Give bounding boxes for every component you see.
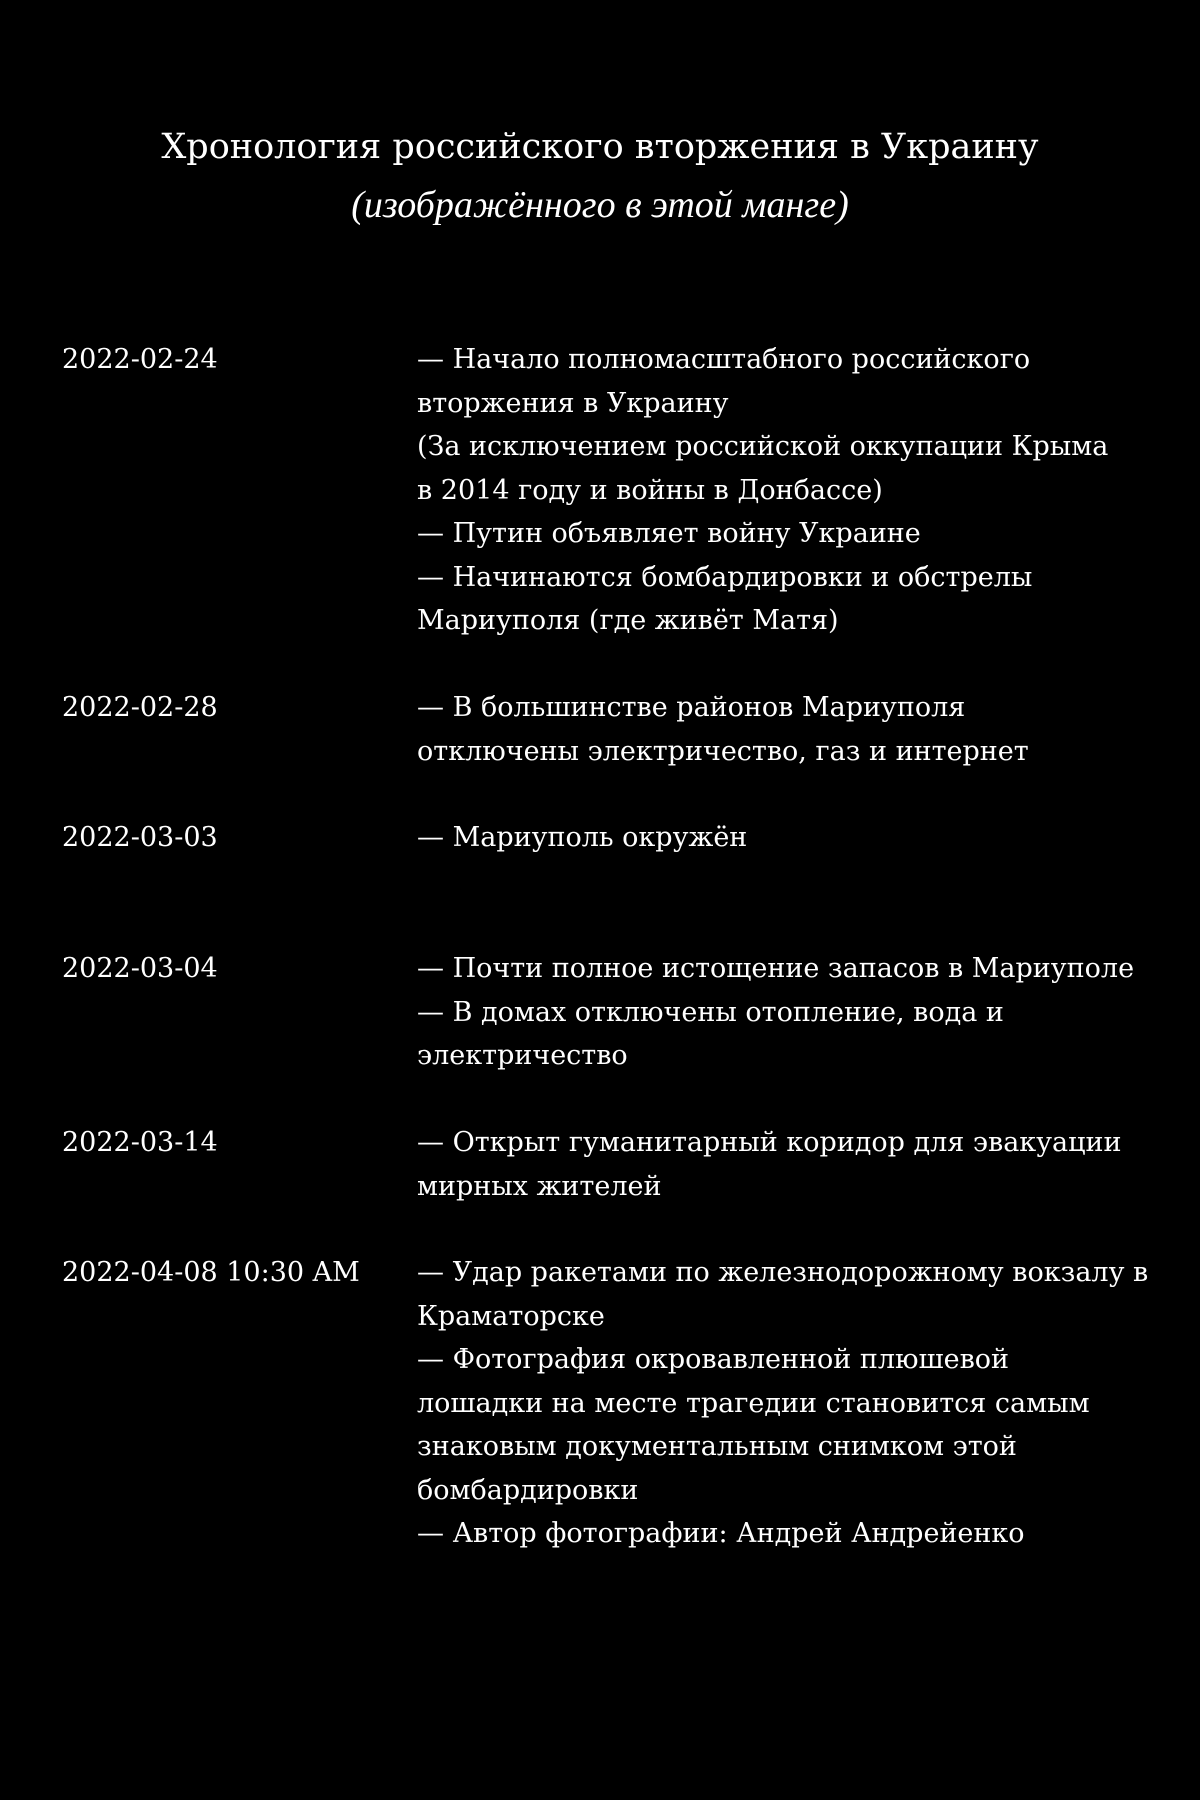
entry-line: — В большинстве районов Мариуполя	[417, 692, 966, 723]
entry-description	[417, 686, 1200, 773]
entry-description	[417, 816, 1200, 860]
entry-line: — Фотография окровавленной плюшевой	[417, 1344, 1010, 1375]
entry-line: — Начинаются бомбардировки и обстрелы	[417, 561, 1033, 593]
entry-line: знаковым документальным снимком этой	[417, 1431, 1017, 1462]
entry-line: мирных жителей	[417, 1170, 662, 1202]
entry-line: — Начало полномасштабного российского	[417, 344, 1031, 375]
entry-line: лошадки на месте трагедии становится самым	[417, 1387, 1090, 1419]
entry-line: — В домах отключены отопление, вода и	[417, 996, 1004, 1028]
entry-description	[417, 1121, 1200, 1208]
entry-line: Мариуполя (где живёт Матя)	[417, 605, 839, 636]
page-header	[0, 118, 1200, 234]
page-subtitle: (изображённого в этой манге)	[351, 184, 849, 226]
entry-description	[417, 338, 1200, 643]
entry-date: 2022-02-28	[62, 692, 218, 723]
entry-line: — Мариуполь окружён	[417, 822, 748, 853]
entry-date: 2022-03-04	[62, 953, 218, 984]
page-title: Хронология российского вторжения в Украину	[161, 127, 1039, 167]
entry-date: 2022-02-24	[62, 344, 218, 375]
entry-line: — Удар ракетами по железнодорожному вокзалу в	[417, 1257, 1149, 1288]
entry-line: — Почти полное истощение запасов в Мариуполе	[417, 953, 1135, 984]
entry-line: — Открыт гуманитарный коридор для эвакуации	[417, 1127, 1122, 1158]
entry-line: — Автор фотографии: Андрей Андрейенко	[417, 1518, 1025, 1549]
entry-line: Краматорске	[417, 1300, 605, 1332]
entry-line: электричество	[417, 1040, 628, 1071]
entry-description	[417, 947, 1200, 1078]
entry-line: отключены электричество, газ и интернет	[417, 735, 1029, 767]
entry-date: 2022-03-14	[62, 1127, 218, 1158]
entry-date: 2022-04-08 10:30 AM	[62, 1257, 360, 1288]
entry-line: бомбардировки	[417, 1474, 639, 1506]
entry-line: вторжения в Украину	[417, 387, 729, 419]
entry-date: 2022-03-03	[62, 822, 218, 853]
entry-description	[417, 1251, 1200, 1556]
entry-line: (За исключением российской оккупации Крыма	[417, 431, 1109, 462]
entry-line: — Путин объявляет войну Украине	[417, 518, 921, 549]
entry-line: в 2014 году и войны в Донбассе)	[417, 474, 883, 506]
